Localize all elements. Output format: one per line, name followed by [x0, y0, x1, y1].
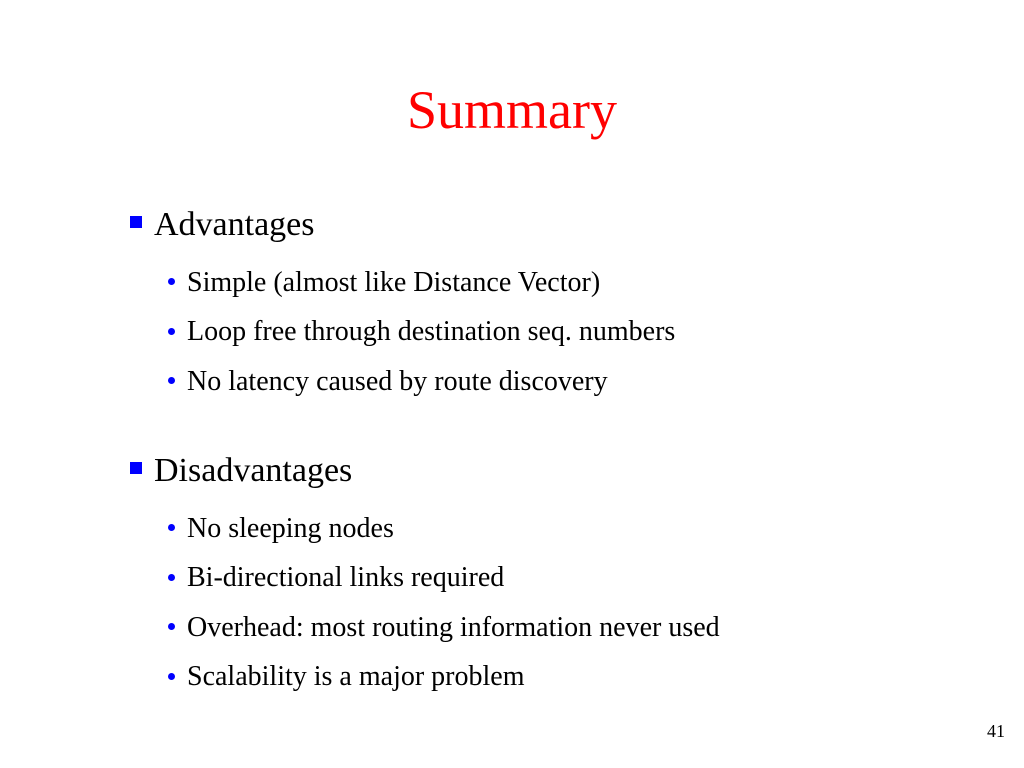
list-item-text: Bi-directional links required [187, 562, 505, 594]
disadvantages-heading [130, 446, 720, 496]
dot-bullet-icon [168, 524, 175, 531]
list-item-text: Overhead: most routing information never used [187, 611, 720, 643]
disadvantages-heading-text: Disadvantages [154, 452, 353, 489]
list-item [130, 357, 675, 407]
advantages-heading [130, 200, 675, 250]
square-bullet-icon [130, 216, 142, 228]
list-item [130, 653, 720, 703]
square-bullet-icon [130, 462, 142, 474]
list-item-text: No latency caused by route discovery [187, 365, 608, 397]
list-item [130, 554, 720, 604]
list-item-text: Simple (almost like Distance Vector) [187, 266, 601, 298]
list-item [130, 504, 720, 554]
advantages-list [130, 258, 675, 407]
dot-bullet-icon [168, 673, 175, 680]
dot-bullet-icon [168, 328, 175, 335]
list-item-text: No sleeping nodes [187, 512, 394, 544]
disadvantages-list [130, 504, 720, 702]
dot-bullet-icon [168, 574, 175, 581]
advantages-section [130, 200, 675, 407]
list-item [130, 603, 720, 653]
disadvantages-section [130, 446, 720, 702]
advantages-heading-text: Advantages [154, 206, 315, 243]
list-item [130, 258, 675, 308]
list-item-text: Loop free through destination seq. numbers [187, 316, 676, 348]
dot-bullet-icon [168, 623, 175, 630]
list-item-text: Scalability is a major problem [187, 661, 525, 693]
dot-bullet-icon [168, 278, 175, 285]
dot-bullet-icon [168, 377, 175, 384]
list-item [130, 308, 675, 358]
page-number: 41 [987, 721, 1005, 741]
slide-title: Summary [407, 80, 617, 140]
